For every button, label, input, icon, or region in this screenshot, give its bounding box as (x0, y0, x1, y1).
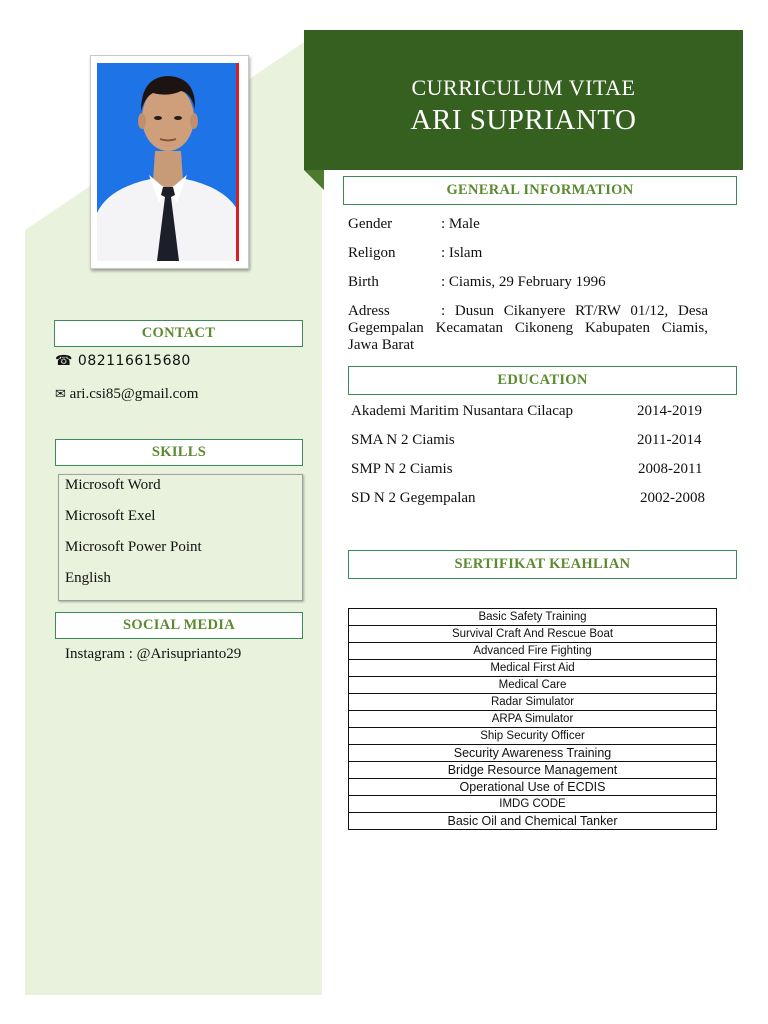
phone-number: 082116615680 (77, 353, 191, 369)
religion-value: : Islam (441, 245, 483, 261)
education-years: 2002-2008 (640, 490, 705, 506)
certificate-cell: Advanced Fire Fighting (349, 643, 717, 660)
certificates-heading: SERTIFIKAT KEAHLIAN (348, 550, 737, 579)
header-fold-decoration (304, 170, 324, 190)
education-school: SD N 2 Gegempalan (351, 490, 476, 506)
cv-header (304, 30, 743, 170)
table-row (349, 813, 717, 830)
certificate-cell: Medical Care (349, 677, 717, 694)
certificate-cell: Ship Security Officer (349, 728, 717, 745)
skills-list (58, 474, 303, 601)
cv-title: CURRICULUM VITAE (411, 75, 636, 100)
certificate-cell: Radar Simulator (349, 694, 717, 711)
religion-label: Religon (348, 245, 396, 261)
education-school: SMA N 2 Ciamis (351, 432, 455, 448)
table-row (349, 762, 717, 779)
table-row (349, 711, 717, 728)
skills-heading: SKILLS (55, 439, 303, 466)
table-row (349, 728, 717, 745)
birth-label: Birth (348, 274, 379, 290)
certificate-cell: Security Awareness Training (349, 745, 717, 762)
certificate-cell: Medical First Aid (349, 660, 717, 677)
list-item: Microsoft Word (65, 477, 161, 493)
table-row (349, 643, 717, 660)
address-value: : Dusun Cikanyere RT/RW 01/12, Desa Gegempalan Kecamatan Cikoneng Kabupaten Ciamis, Jawa Barat (348, 303, 708, 353)
social-media-heading: SOCIAL MEDIA (55, 612, 303, 639)
list-item: English (65, 570, 111, 586)
table-row (349, 745, 717, 762)
phone-icon: ☎ (55, 353, 73, 369)
education-school: Akademi Maritim Nusantara Cilacap (351, 403, 574, 419)
table-row (349, 677, 717, 694)
certificate-cell: Basic Safety Training (349, 609, 717, 626)
certificate-cell: ARPA Simulator (349, 711, 717, 728)
certificate-cell: IMDG CODE (349, 796, 717, 813)
certificate-cell: Basic Oil and Chemical Tanker (349, 813, 717, 830)
email-line (55, 386, 198, 403)
table-row (349, 796, 717, 813)
education-heading: EDUCATION (348, 366, 737, 395)
address-label: Adress (348, 303, 390, 319)
gender-label: Gender (348, 216, 393, 232)
profile-photo-frame (90, 55, 249, 269)
certificate-cell: Survival Craft And Rescue Boat (349, 626, 717, 643)
education-years: 2008-2011 (638, 461, 703, 477)
table-row (349, 694, 717, 711)
general-information-heading: GENERAL INFORMATION (343, 176, 737, 205)
table-row (349, 660, 717, 677)
email-address[interactable]: ari.csi85@gmail.com (69, 386, 199, 402)
phone-line (55, 353, 191, 369)
list-item: Microsoft Power Point (65, 539, 202, 555)
profile-photo (97, 63, 239, 261)
instagram-handle[interactable]: Instagram : @Arisuprianto29 (65, 646, 242, 662)
certificate-cell: Operational Use of ECDIS (349, 779, 717, 796)
person-portrait-icon (97, 63, 239, 261)
email-icon: ✉ (55, 387, 66, 402)
table-row (349, 626, 717, 643)
contact-heading: CONTACT (54, 320, 303, 347)
person-name: ARI SUPRIANTO (410, 104, 637, 136)
list-item: Microsoft Exel (65, 508, 156, 524)
table-row (349, 779, 717, 796)
education-years: 2014-2019 (637, 403, 702, 419)
birth-value: : Ciamis, 29 February 1996 (441, 274, 606, 290)
table-row (349, 609, 717, 626)
certificates-table (348, 608, 717, 830)
gender-value: : Male (441, 216, 480, 232)
education-school: SMP N 2 Ciamis (351, 461, 453, 477)
certificate-cell: Bridge Resource Management (349, 762, 717, 779)
education-years: 2011-2014 (637, 432, 702, 448)
